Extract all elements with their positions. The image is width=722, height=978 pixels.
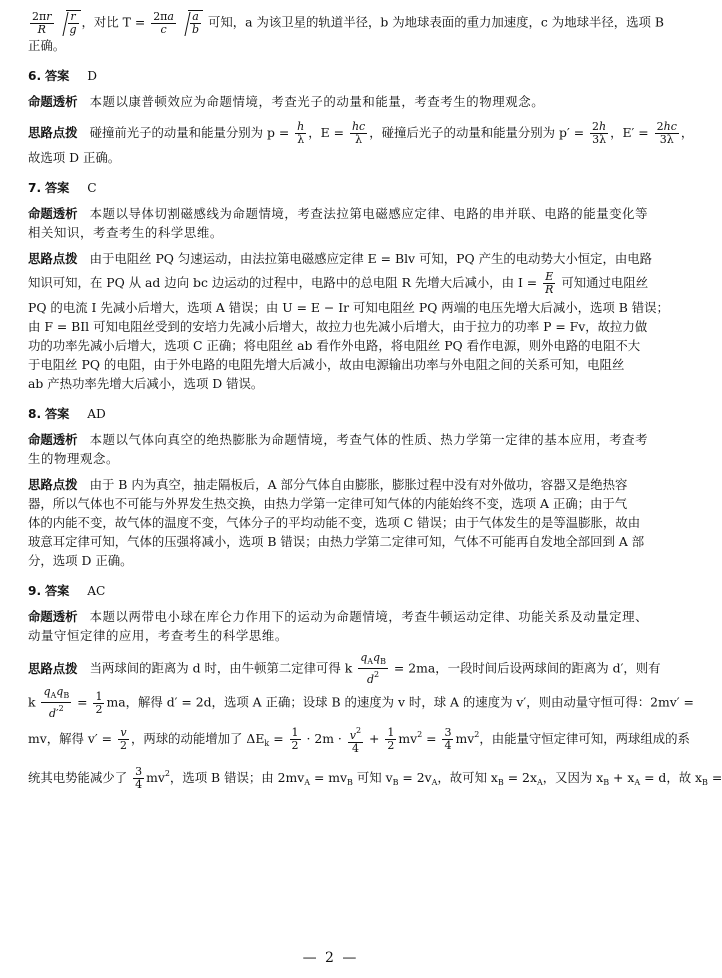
intro-line-2: 正确。 bbox=[28, 38, 66, 53]
q9-answer: AC bbox=[87, 584, 106, 598]
q7-hint-line-1: 思路点拨 由于电阻丝 PQ 匀速运动，由法拉第电磁感应定律 E = Blv 可知，PQ 产生的电动势大小恒定，由电路 bbox=[28, 251, 653, 266]
q7-hint-line-6: 于电阻丝 PQ 的电阻，由于外电路的电阻先增大后减小，故由电源输出功率与外电阻之间的关系可知，电阻丝 bbox=[28, 357, 625, 372]
page-number: — 2 — bbox=[302, 950, 359, 966]
q9-hint-line-1: 思路点拨 当两球间的距离为 d 时，由牛顿第二定律可得 k $\frac{q_Aq_B}{d^2}$ = 2ma，一段时间后设两球间的距离为 d′，则有 bbox=[28, 651, 661, 686]
q7-answer: C bbox=[87, 181, 97, 195]
q7-hint-line-2: 知识可知，在 PQ 从 ad 边向 bc 边运动的过程中，电路中的总电阻 R 先增大后减小，由 I = $\frac{E}{R}$ 可知通过电阻丝 bbox=[28, 270, 649, 296]
q9-hint-line-3: mv，解得 v′ = $\frac{v}{2}$ ，两球的动能增加了 $\Delta E_k$ = $\frac{1}{2}$ · 2m · $\frac{v^2}{4}$ + $\frac{1}{2}$ $mv^2$ = $\frac{3}{4}$ $mv^2$，由能量守恒定律可知，两球组成的系 bbox=[28, 725, 690, 755]
q9-hint-line-2: k $\frac{q_Aq_B}{d'^2}$ = $\frac{1}{2}$ ma，解得 d′ = 2d，选项 A 正确；设球 B 的速度为 v 时，球 A 的速度为 v′，则由动量守恒可得：2mv′ = bbox=[28, 685, 694, 720]
q8-hint-line-1: 思路点拨 由于 B 内为真空，抽走隔板后，A 部分气体自由膨胀，膨胀过程中没有对外做功，容器又是绝热容 bbox=[28, 477, 628, 492]
q8-hint-line-5: 分，选项 D 正确。 bbox=[28, 553, 133, 568]
sqrt-a-over-b: $\frac{a}{b}$ bbox=[179, 10, 203, 36]
q6-header: 6. 答案 D bbox=[28, 69, 98, 83]
q8-hint-line-3: 体的内能不变，故气体的温度不变，气体分子的平均动能不变，选项 C 错误；由于气体发生的是等温膨胀，故由 bbox=[28, 515, 641, 530]
intro-line-1: $\frac{2\pi r}{R}$ $\frac{r}{g}$ ，对比 T = $\frac{2\pi a}{c}$ $\frac{a}{b}$ 可知，a 为该卫星的轨道半径，b 为地球表面的重力加速度，c 为地球半径，选项 B bbox=[32, 9, 664, 36]
q7-analysis-line-1: 命题透析 本题以导体切割磁感线为命题情境，考查法拉第电磁感应定律、电路的串并联、电路的能量变化等 bbox=[28, 206, 649, 221]
q7-hint-line-7: ab 产热功率先增大后减小，选项 D 错误。 bbox=[28, 376, 264, 391]
q6-answer: D bbox=[87, 69, 98, 83]
fraction-2pi-a-over-c: $\frac{2\pi a}{c}$ bbox=[153, 9, 174, 36]
q8-analysis-line-1: 命题透析 本题以气体向真空的绝热膨胀为命题情境，考查气体的性质、热力学第一定律的基本应用，考查考 bbox=[28, 432, 649, 447]
q6-hint-line-1: 思路点拨 碰撞前光子的动量和能量分别为 p = $\frac{h}{\lambda}$ ，E = $\frac{hc}{\lambda}$ ，碰撞后光子的动量和能量分别为 p′ = $\frac{2h}{3\lambda}$ ，E′ = $\frac{2hc}{3\lambda}$ ， bbox=[28, 120, 694, 146]
q7-hint-line-5: 功的功率先减小后增大，选项 C 正确；将电阻丝 ab 看作外电路，将电阻丝 PQ 看作电源，则外电路的电阻不大 bbox=[28, 338, 641, 353]
q6-hint-line-2: 故选项 D 正确。 bbox=[28, 150, 121, 165]
q7-hint-line-3: PQ 的电流 I 先减小后增大，选项 A 错误；由 U = E − Ir 可知电阻丝 PQ 两端的电压先增大后减小，选项 B 错误； bbox=[28, 300, 669, 315]
q9-header: 9. 答案 AC bbox=[28, 584, 106, 598]
q8-hint-line-4: 玻意耳定律可知，气体的压强将减小，选项 B 错误；由热力学第二定律可知，气体不可能再自发地全部回到 A 部 bbox=[28, 534, 645, 549]
q7-header: 7. 答案 C bbox=[28, 181, 97, 195]
fraction-2pi-r-over-R: $\frac{2\pi r}{R}$ bbox=[32, 9, 52, 36]
q8-analysis-line-2: 生的物理观念。 bbox=[28, 451, 119, 466]
q9-hint-line-4: 统其电势能减少了 $\frac{3}{4}$ $mv^2$，选项 B 错误；由 $2mv_A = mv_B$ 可知 $v_B = 2v_A$，故可知 $x_B = 2x_A$，又因为 $x_B + x_A = d$，故 $x_B$ = bbox=[28, 765, 722, 791]
q9-analysis-line-2: 动量守恒定律的应用，考查考生的科学思维。 bbox=[28, 628, 288, 643]
q8-answer: AD bbox=[87, 407, 106, 421]
q9-analysis-line-1: 命题透析 本题以两带电小球在库仑力作用下的运动为命题情境，考查牛顿运动定律、功能关系及动量定理、 bbox=[28, 609, 649, 624]
q7-hint-line-4: 由 F = BIl 可知电阻丝受到的安培力先减小后增大，故拉力也先减小后增大，由于拉力的功率 P = Fv，故拉力做 bbox=[28, 319, 648, 334]
sqrt-r-over-g: $\frac{r}{g}$ bbox=[57, 10, 81, 36]
q7-analysis-line-2: 相关知识，考查考生的科学思维。 bbox=[28, 225, 223, 240]
q8-hint-line-2: 器，所以气体也不可能与外界发生热交换，由热力学第一定律可知气体的内能始终不变，选项 A 正确；由于气 bbox=[28, 496, 628, 511]
q8-header: 8. 答案 AD bbox=[28, 407, 106, 421]
q6-analysis: 命题透析 本题以康普顿效应为命题情境，考查光子的动量和能量，考查考生的物理观念。 bbox=[28, 94, 545, 109]
